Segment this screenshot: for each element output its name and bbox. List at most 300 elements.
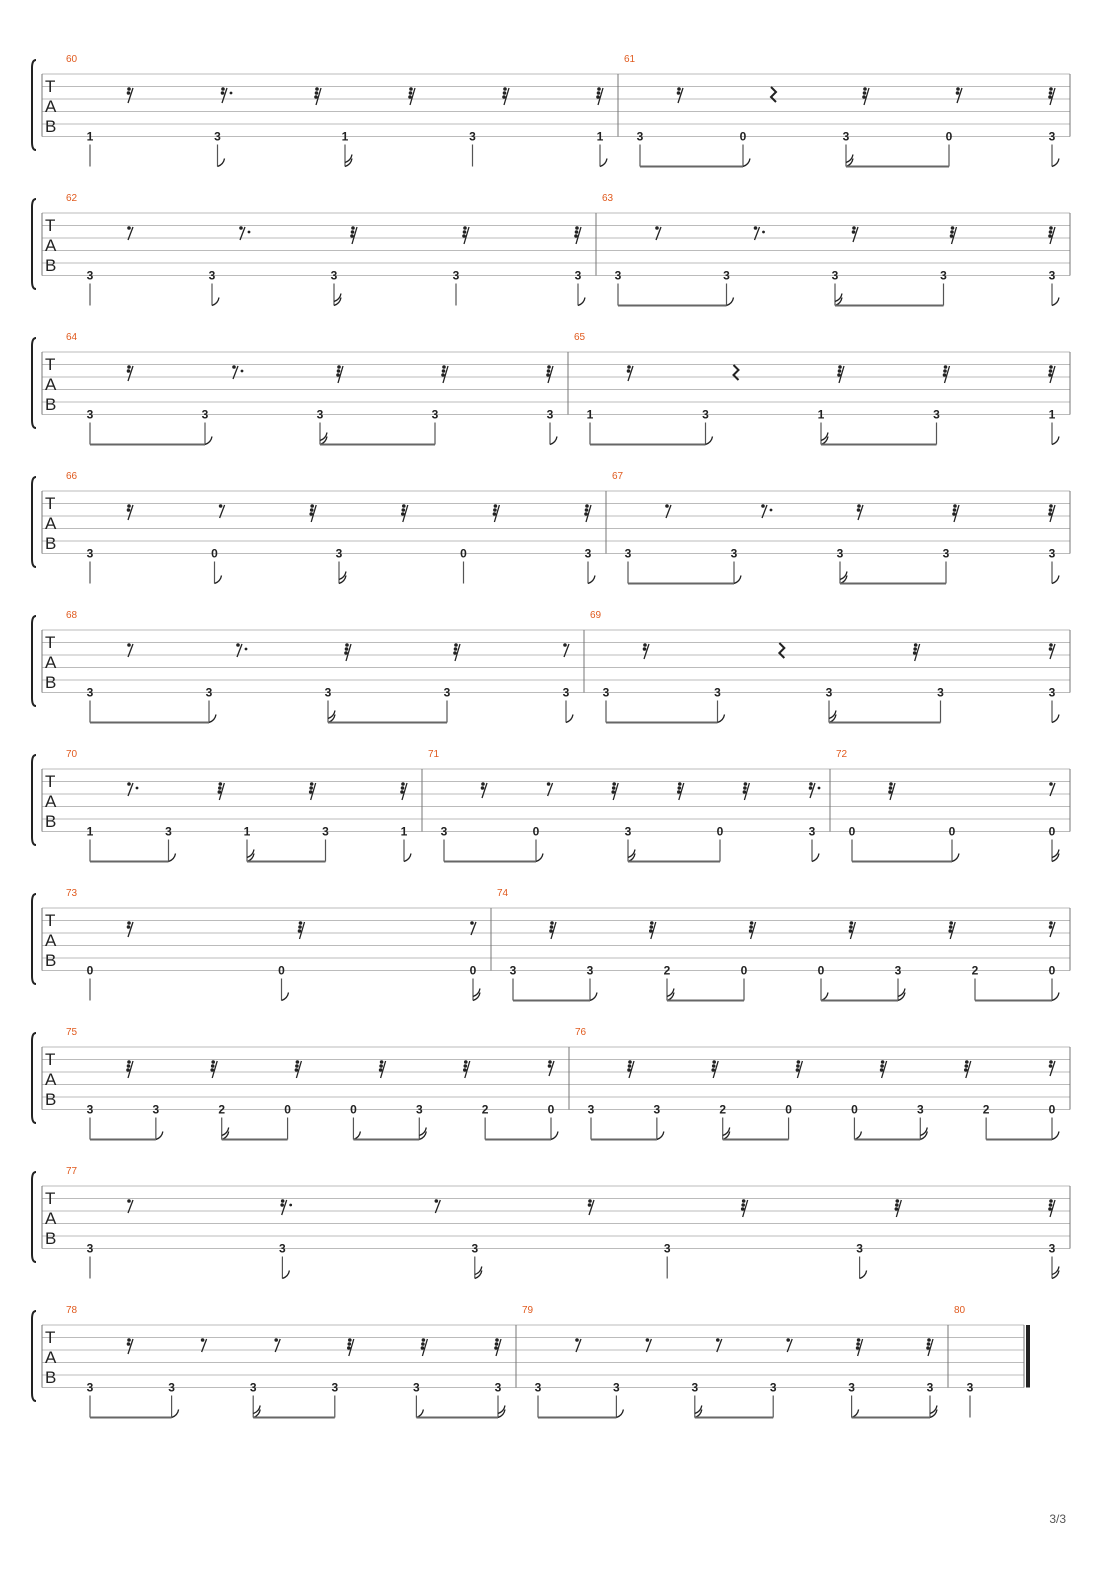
- note-stem: [821, 423, 828, 445]
- note-stem: [566, 701, 573, 723]
- rest-16: [1049, 921, 1055, 937]
- rest-32: [950, 226, 957, 244]
- tab-clef-letter: T: [45, 1050, 56, 1069]
- system-bracket: [32, 755, 36, 845]
- note-stem: [854, 1118, 861, 1140]
- fret-number: 3: [808, 824, 816, 839]
- fret-number: 3: [942, 546, 950, 561]
- note-stem: [695, 1396, 702, 1418]
- tab-clef-letter: A: [45, 97, 57, 116]
- rest-32: [677, 782, 684, 800]
- fret-number: 0: [1048, 824, 1056, 839]
- rest-16: [127, 87, 133, 103]
- fret-number: 0: [86, 963, 94, 978]
- rest-16: [956, 87, 962, 103]
- fret-number: 3: [1048, 129, 1056, 144]
- fret-number: 2: [719, 1102, 727, 1117]
- tab-system: [32, 888, 1070, 1001]
- rest-32: [574, 226, 581, 244]
- rest-32: [952, 504, 959, 522]
- system-bracket: [32, 1033, 36, 1123]
- rest-32: [441, 365, 448, 383]
- rest-32: [888, 782, 895, 800]
- note-stem: [930, 1396, 937, 1418]
- fret-number: 0: [532, 824, 540, 839]
- fret-number: 3: [279, 1241, 286, 1256]
- rest-16: [127, 921, 133, 937]
- note-stem: [1052, 423, 1059, 445]
- note-stem: [345, 145, 352, 167]
- fret-number: 3: [562, 685, 570, 700]
- fret-number: 3: [723, 268, 730, 283]
- fret-number: 3: [933, 407, 940, 422]
- tab-clef-letter: B: [45, 1229, 57, 1248]
- rest-32: [1048, 365, 1055, 383]
- fret-number: 3: [848, 1380, 855, 1395]
- rest-32: [913, 643, 920, 661]
- note-stem: [1052, 979, 1059, 1001]
- fret-number: 3: [86, 407, 94, 422]
- rest-32: [350, 226, 357, 244]
- rest-16-dotted: [221, 87, 233, 103]
- tab-system: [32, 610, 1070, 723]
- measure-number: 69: [590, 610, 602, 621]
- fret-number: 3: [1048, 268, 1056, 283]
- measure: [66, 1166, 1059, 1279]
- measure-number: 72: [836, 749, 848, 760]
- fret-number: 2: [663, 963, 671, 978]
- rest-32: [298, 921, 305, 939]
- note-stem: [743, 145, 750, 167]
- rest-32: [1048, 87, 1055, 105]
- note-stem: [578, 284, 585, 306]
- measure: [590, 610, 1059, 723]
- note-stem: [821, 979, 828, 1001]
- fret-number: 3: [653, 1102, 661, 1117]
- rest-16: [548, 1060, 554, 1076]
- fret-number: 3: [836, 546, 844, 561]
- fret-number: 2: [982, 1102, 990, 1117]
- rest-32: [336, 365, 343, 383]
- rest-16: [127, 504, 133, 520]
- fret-number: 3: [613, 1380, 620, 1395]
- system-bracket: [32, 477, 36, 567]
- tab-clef-letter: T: [45, 772, 56, 791]
- measure-number: 60: [66, 54, 78, 65]
- rest-16: [127, 1338, 133, 1354]
- fret-number: 3: [842, 129, 850, 144]
- measure-number: 76: [575, 1027, 587, 1038]
- tab-system: [32, 471, 1070, 584]
- system-bracket: [32, 199, 36, 289]
- quarter-rest: [771, 87, 776, 102]
- fret-number: 3: [614, 268, 622, 283]
- fret-number: 0: [1048, 1102, 1056, 1117]
- fret-number: 3: [546, 407, 554, 422]
- fret-number: 3: [825, 685, 833, 700]
- measure: [836, 749, 1059, 862]
- fret-number: 1: [86, 824, 94, 839]
- note-stem: [1052, 1118, 1059, 1140]
- measure-number: 75: [66, 1027, 78, 1038]
- rest-32: [837, 365, 844, 383]
- rest-32: [741, 1199, 748, 1217]
- fret-number: 1: [586, 407, 594, 422]
- measure-number: 71: [428, 749, 440, 760]
- note-stem: [1052, 1257, 1059, 1279]
- tab-clef-letter: A: [45, 792, 57, 811]
- rest-32: [295, 1060, 302, 1078]
- fret-number: 3: [165, 824, 172, 839]
- rest-32: [796, 1060, 803, 1078]
- rest-32: [711, 1060, 718, 1078]
- measure: [66, 610, 573, 723]
- rest-32: [218, 782, 225, 800]
- measure-number: 79: [522, 1305, 534, 1316]
- note-stem: [1052, 284, 1059, 306]
- rest-16: [1049, 643, 1055, 659]
- measure: [66, 54, 607, 167]
- rest-16: [588, 1199, 594, 1215]
- fret-number: 3: [249, 1380, 257, 1395]
- rest-32: [856, 1338, 863, 1356]
- fret-number: 3: [415, 1102, 423, 1117]
- rest-16: [481, 782, 487, 798]
- note-stem: [419, 1118, 426, 1140]
- measure-number: 78: [66, 1305, 78, 1316]
- rest-32: [379, 1060, 386, 1078]
- note-stem: [1052, 840, 1059, 862]
- fret-number: 3: [940, 268, 947, 283]
- rest-32: [408, 87, 415, 105]
- fret-number: 0: [460, 546, 467, 561]
- fret-number: 3: [214, 129, 221, 144]
- fret-number: 3: [702, 407, 709, 422]
- fret-number: 3: [413, 1380, 420, 1395]
- fret-number: 0: [716, 824, 724, 839]
- note-stem: [247, 840, 254, 862]
- note-stem: [852, 1396, 859, 1418]
- page-number: 3/3: [1049, 1512, 1066, 1526]
- fret-number: 3: [926, 1380, 934, 1395]
- fret-number: 3: [586, 963, 594, 978]
- tab-clef-letter: B: [45, 534, 57, 553]
- tab-system: [32, 1166, 1070, 1279]
- fret-number: 3: [331, 1380, 339, 1395]
- quarter-rest: [734, 365, 739, 380]
- fret-number: 3: [152, 1102, 160, 1117]
- fret-number: 3: [624, 546, 632, 561]
- fret-number: 3: [86, 546, 94, 561]
- fret-number: 0: [785, 1102, 792, 1117]
- rest-32: [210, 1060, 217, 1078]
- rest-32: [743, 782, 750, 800]
- measure-number: 68: [66, 610, 78, 621]
- system-bracket: [32, 60, 36, 150]
- rest-32: [344, 643, 351, 661]
- fret-number: 3: [624, 824, 632, 839]
- tab-clef-letter: B: [45, 1368, 57, 1387]
- tab-system: [32, 1305, 1028, 1418]
- tab-clef-letter: A: [45, 653, 57, 672]
- rest-32: [749, 921, 756, 939]
- note-stem: [222, 1118, 229, 1140]
- fret-number: 1: [86, 129, 94, 144]
- fret-number: 0: [848, 824, 856, 839]
- measure: [575, 1027, 1059, 1140]
- fret-number: 3: [168, 1380, 175, 1395]
- rest-32: [309, 782, 316, 800]
- fret-number: 2: [971, 963, 979, 978]
- fret-number: 3: [86, 1102, 94, 1117]
- tab-clef-letter: A: [45, 236, 57, 255]
- rest-32: [627, 1060, 634, 1078]
- fret-number: 3: [937, 685, 944, 700]
- measure-number: 63: [602, 193, 614, 204]
- note-stem: [812, 840, 819, 862]
- tab-clef-letter: B: [45, 812, 57, 831]
- fret-number: 3: [587, 1102, 595, 1117]
- rest-32: [493, 504, 500, 522]
- fret-number: 1: [817, 407, 825, 422]
- measure: [66, 888, 480, 1001]
- fret-number: 3: [443, 685, 451, 700]
- fret-number: 0: [469, 963, 477, 978]
- note-stem: [169, 840, 176, 862]
- fret-number: 1: [1048, 407, 1056, 422]
- fret-number: 0: [945, 129, 953, 144]
- rest-32: [347, 1338, 354, 1356]
- note-stem: [282, 979, 289, 1001]
- fret-number: 3: [86, 1241, 94, 1256]
- note-stem: [550, 423, 557, 445]
- rest-16: [1049, 1060, 1055, 1076]
- fret-number: 3: [894, 963, 902, 978]
- rest-32: [453, 643, 460, 661]
- tab-clef-letter: B: [45, 673, 57, 692]
- fret-number: 0: [851, 1102, 858, 1117]
- rest-32: [926, 1338, 933, 1356]
- fret-number: 0: [211, 546, 218, 561]
- tab-clef-letter: T: [45, 216, 56, 235]
- note-stem: [156, 1118, 163, 1140]
- fret-number: 3: [471, 1241, 479, 1256]
- note-stem: [1052, 145, 1059, 167]
- measure-number: 67: [612, 471, 624, 482]
- tab-clef-letter: A: [45, 1348, 57, 1367]
- fret-number: 3: [574, 268, 582, 283]
- fret-number: 3: [431, 407, 439, 422]
- measure-number: 64: [66, 332, 78, 343]
- measure: [497, 888, 1059, 1001]
- fret-number: 3: [86, 268, 94, 283]
- measure-number: 61: [624, 54, 636, 65]
- note-stem: [723, 1118, 730, 1140]
- fret-number: 3: [663, 1241, 671, 1256]
- rest-32: [314, 87, 321, 105]
- fret-number: 3: [831, 268, 839, 283]
- note-stem: [475, 1257, 482, 1279]
- note-stem: [551, 1118, 558, 1140]
- rest-32: [862, 87, 869, 105]
- fret-number: 3: [691, 1380, 699, 1395]
- fret-number: 3: [324, 685, 332, 700]
- measure: [574, 332, 1059, 445]
- tab-system: [32, 54, 1070, 167]
- tab-clef-letter: T: [45, 1189, 56, 1208]
- measure: [66, 471, 595, 584]
- note-stem: [860, 1257, 867, 1279]
- fret-number: 3: [1048, 1241, 1056, 1256]
- fret-number: 0: [547, 1102, 555, 1117]
- measure: [612, 471, 1059, 584]
- tab-system: [32, 1027, 1070, 1140]
- rest-32: [546, 365, 553, 383]
- note-stem: [253, 1396, 260, 1418]
- rest-16: [677, 87, 683, 103]
- note-stem: [727, 284, 734, 306]
- fret-number: 3: [335, 546, 343, 561]
- tab-clef-letter: B: [45, 117, 57, 136]
- note-stem: [628, 840, 635, 862]
- fret-number: 0: [739, 129, 747, 144]
- measure: [428, 749, 820, 862]
- rest-32: [849, 921, 856, 939]
- rest-32: [1048, 504, 1055, 522]
- note-stem: [920, 1118, 927, 1140]
- note-stem: [328, 701, 335, 723]
- fret-number: 3: [584, 546, 592, 561]
- note-stem: [657, 1118, 664, 1140]
- fret-number: 3: [856, 1241, 863, 1256]
- rest-32: [880, 1060, 887, 1078]
- rest-32: [895, 1199, 902, 1217]
- measure: [66, 1027, 558, 1140]
- tab-clef-letter: T: [45, 911, 56, 930]
- fret-number: 0: [948, 824, 956, 839]
- rest-16: [643, 643, 649, 659]
- fret-number: 3: [494, 1380, 502, 1395]
- tab-system: [32, 332, 1070, 445]
- rest-16: [852, 226, 858, 242]
- measure-number: 73: [66, 888, 78, 899]
- rest-32: [401, 504, 408, 522]
- note-stem: [473, 979, 480, 1001]
- rest-32: [649, 921, 656, 939]
- tab-clef-letter: T: [45, 494, 56, 513]
- rest-32: [463, 1060, 470, 1078]
- rest-32: [1048, 1199, 1055, 1217]
- fret-number: 3: [714, 685, 721, 700]
- note-stem: [600, 145, 607, 167]
- note-stem: [320, 423, 327, 445]
- fret-number: 2: [218, 1102, 226, 1117]
- rest-32: [964, 1060, 971, 1078]
- rest-32: [584, 504, 591, 522]
- tab-clef-letter: T: [45, 633, 56, 652]
- tab-clef-letter: B: [45, 1090, 57, 1109]
- fret-number: 3: [1048, 685, 1056, 700]
- fret-number: 1: [243, 824, 251, 839]
- system-bracket: [32, 616, 36, 706]
- fret-number: 3: [86, 1380, 94, 1395]
- fret-number: 3: [1048, 546, 1056, 561]
- tab-clef-letter: A: [45, 1070, 57, 1089]
- fret-number: 3: [534, 1380, 542, 1395]
- rest-32: [400, 782, 407, 800]
- tab-clef-letter: B: [45, 951, 57, 970]
- note-stem: [718, 701, 725, 723]
- note-stem: [898, 979, 905, 1001]
- measure-number: 62: [66, 193, 78, 204]
- fret-number: 3: [322, 824, 329, 839]
- fret-number: 3: [730, 546, 738, 561]
- note-stem: [212, 284, 219, 306]
- fret-number: 3: [330, 268, 338, 283]
- rest-16: [127, 365, 133, 381]
- measure: [66, 1305, 505, 1418]
- system-bracket: [32, 894, 36, 984]
- rest-16: [857, 504, 863, 520]
- rest-32: [462, 226, 469, 244]
- note-stem: [734, 562, 741, 584]
- note-stem: [835, 284, 842, 306]
- quarter-rest: [779, 643, 784, 658]
- note-stem: [667, 979, 674, 1001]
- note-stem: [1052, 701, 1059, 723]
- fret-number: 3: [208, 268, 216, 283]
- fret-number: 0: [350, 1102, 357, 1117]
- tab-system: [32, 193, 1070, 306]
- measure: [66, 193, 585, 306]
- measure: [954, 1305, 974, 1418]
- note-stem: [416, 1396, 423, 1418]
- rest-32: [502, 87, 509, 105]
- note-stem: [172, 1396, 179, 1418]
- fret-number: 3: [509, 963, 517, 978]
- fret-number: 0: [278, 963, 285, 978]
- note-stem: [215, 562, 222, 584]
- note-stem: [1052, 562, 1059, 584]
- tab-system: [32, 749, 1070, 862]
- rest-16-dotted: [809, 782, 821, 798]
- rest-16-dotted: [280, 1199, 292, 1215]
- tab-clef-letter: T: [45, 1328, 56, 1347]
- note-stem: [339, 562, 346, 584]
- note-stem: [334, 284, 341, 306]
- fret-number: 3: [916, 1102, 924, 1117]
- fret-number: 3: [769, 1380, 777, 1395]
- measure: [66, 749, 411, 862]
- system-bracket: [32, 1172, 36, 1262]
- measure-number: 74: [497, 888, 509, 899]
- measure-number: 65: [574, 332, 586, 343]
- system-bracket: [32, 1311, 36, 1401]
- note-stem: [952, 840, 959, 862]
- rest-32: [948, 921, 955, 939]
- fret-number: 0: [740, 963, 748, 978]
- rest-32: [943, 365, 950, 383]
- rest-32: [611, 782, 618, 800]
- measure: [602, 193, 1059, 306]
- fret-number: 3: [636, 129, 644, 144]
- rest-32: [549, 921, 556, 939]
- note-stem: [846, 145, 853, 167]
- note-stem: [209, 701, 216, 723]
- tab-clef-letter: T: [45, 77, 56, 96]
- note-stem: [353, 1118, 360, 1140]
- fret-number: 3: [86, 685, 94, 700]
